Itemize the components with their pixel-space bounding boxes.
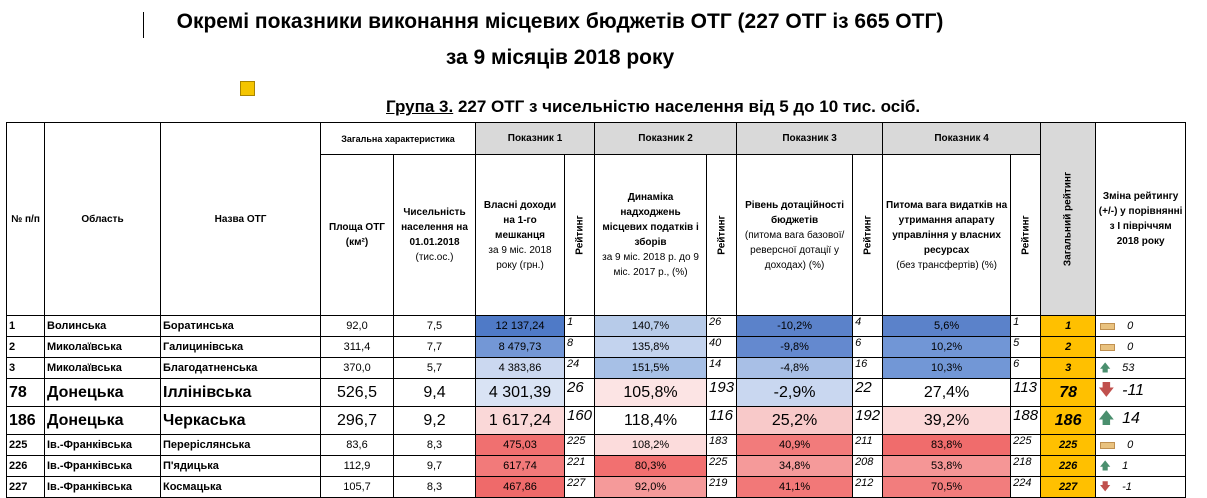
indicator-2-cell: 92,0% [595,477,707,498]
indicator-1-cell: 475,03 [476,435,565,456]
population-cell: 7,5 [394,316,476,337]
row-number: 186 [7,407,45,435]
col-r1 [565,155,595,316]
row-number: 3 [7,358,45,379]
i1-desc: за 9 міс. 2018 року (грн.) [488,244,552,271]
rating-change-value: 14 [1122,410,1140,427]
col-r2 [707,155,737,316]
i2-desc: за 9 міс. 2018 р. до 9 міс. 2017 р., (%) [602,252,699,278]
total-rating-cell: 227 [1041,477,1096,498]
rating-1-cell: 1 [565,316,595,337]
rating-change-cell [1096,407,1186,435]
rating-4-cell: 225 [1011,435,1041,456]
rating-1-cell: 26 [565,379,595,407]
indicator-1-cell: 4 383,86 [476,358,565,379]
total-rating-cell: 3 [1041,358,1096,379]
indicator-4-cell: 39,2% [883,407,1011,435]
col-indicator-3: Показник 3 [737,123,883,155]
otg-name-cell: Галицинівська [161,337,321,358]
indicator-4-cell: 70,5% [883,477,1011,498]
table-row [7,316,1186,337]
area-cell: 105,7 [321,477,394,498]
indicator-3-cell: -9,8% [737,337,853,358]
rating-change-value: 0 [1127,341,1134,353]
rating-2-cell: 116 [707,407,737,435]
rating-1-cell: 225 [565,435,595,456]
yellow-marker-icon [240,81,255,96]
rating-2-cell: 193 [707,379,737,407]
rating-4-cell: 188 [1011,407,1041,435]
rating-1-cell: 227 [565,477,595,498]
region-cell: Миколаївська [45,337,161,358]
rating-3-cell: 16 [853,358,883,379]
indicator-4-cell: 10,2% [883,337,1011,358]
col-indicator-1: Показник 1 [476,123,595,155]
population-cell: 7,7 [394,337,476,358]
region-cell: Донецька [45,379,161,407]
arrow-down-icon: 🡇 [1098,382,1115,399]
population-cell: 9,2 [394,407,476,435]
no-change-dash-icon [1100,344,1115,351]
col-total-rating [1041,123,1096,316]
population-cell: 8,3 [394,435,476,456]
page-title: Окремі показники виконання місцевих бюджетів ОТГ (227 ОТГ із 665 ОТГ) [176,10,944,33]
rating-change-cell [1096,379,1186,407]
area-cell: 526,5 [321,379,394,407]
rating-4-cell: 5 [1011,337,1041,358]
rating-3-cell: 212 [853,477,883,498]
row-number: 78 [7,379,45,407]
indicator-4-cell: 53,8% [883,456,1011,477]
i4-label: Питома вага видатків на утримання апарату управління у власних ресурсах [886,199,1008,256]
row-number: 2 [7,337,45,358]
area-cell: 311,4 [321,337,394,358]
population-cell: 9,7 [394,456,476,477]
population-label: Чисельність населення на 01.01.2018 [401,207,468,248]
arrow-down-icon: 🡇 [1099,480,1111,493]
rating-3-cell: 208 [853,456,883,477]
indicator-3-cell: 25,2% [737,407,853,435]
indicator-1-cell: 617,74 [476,456,565,477]
otg-name-cell: Черкаська [161,407,321,435]
region-cell: Донецька [45,407,161,435]
area-cell: 112,9 [321,456,394,477]
rating-change-value: 0 [1127,439,1134,451]
rating-2-cell: 40 [707,337,737,358]
col-general: Загальна характеристика [321,123,476,155]
col-area [321,155,394,316]
otg-name-cell: Боратинська [161,316,321,337]
indicator-2-cell: 80,3% [595,456,707,477]
rating-change-cell [1096,337,1186,358]
indicator-3-cell: 41,1% [737,477,853,498]
rating-4-cell: 6 [1011,358,1041,379]
i2-label: Динаміка надходжень місцевих податків і зборів [602,192,699,248]
indicator-3-cell: -4,8% [737,358,853,379]
rating-2-cell: 26 [707,316,737,337]
rating-2-cell: 225 [707,456,737,477]
otg-name-cell: П'ядицька [161,456,321,477]
rating-change-cell [1096,435,1186,456]
indicator-1-cell: 12 137,24 [476,316,565,337]
rating-3-cell: 22 [853,379,883,407]
region-cell: Волинська [45,316,161,337]
group-label: Група 3. [386,97,454,116]
rating-change-label: Зміна рейтингу (+/-) у порівнянні з І півріччям 2018 року [1098,191,1183,247]
col-r4 [1011,155,1041,316]
indicator-2-cell: 135,8% [595,337,707,358]
rating-3-cell: 192 [853,407,883,435]
otg-name-cell: Переріслянська [161,435,321,456]
population-unit: (тис.ос.) [415,252,454,263]
table-row [7,477,1186,498]
rating-1-cell: 8 [565,337,595,358]
r4-label: Рейтинг [1020,215,1032,255]
rating-change-value: 1 [1122,459,1129,472]
rating-4-cell: 218 [1011,456,1041,477]
rating-4-cell: 224 [1011,477,1041,498]
rating-4-cell: 1 [1011,316,1041,337]
indicator-2-cell: 105,8% [595,379,707,407]
total-rating-cell: 78 [1041,379,1096,407]
indicator-1-cell: 4 301,39 [476,379,565,407]
rating-change-cell [1096,477,1186,498]
otg-name-cell: Іллінівська [161,379,321,407]
indicator-1-cell: 8 479,73 [476,337,565,358]
row-number: 227 [7,477,45,498]
row-number: 225 [7,435,45,456]
col-i1 [476,155,565,316]
page-subtitle: за 9 місяців 2018 року [445,46,675,69]
no-change-dash-icon [1100,442,1115,449]
indicator-2-cell: 118,4% [595,407,707,435]
table-row [7,379,1186,407]
indicator-2-cell: 151,5% [595,358,707,379]
indicators-table [6,122,1186,498]
rating-1-cell: 221 [565,456,595,477]
col-i2 [595,155,707,316]
rating-change-cell [1096,358,1186,379]
area-label: Площа ОТГ (км²) [329,222,385,248]
indicator-1-cell: 1 617,24 [476,407,565,435]
indicator-4-cell: 83,8% [883,435,1011,456]
total-rating-label: Загальний рейтинг [1062,171,1074,267]
area-cell: 83,6 [321,435,394,456]
indicator-3-cell: 34,8% [737,456,853,477]
group-heading [386,97,920,117]
indicator-4-cell: 10,3% [883,358,1011,379]
indicator-3-cell: -10,2% [737,316,853,337]
population-cell: 5,7 [394,358,476,379]
col-population [394,155,476,316]
r1-label: Рейтинг [574,215,586,255]
i1-label: Власні доходи на 1-го мешканця [483,199,557,241]
table-body [7,316,1186,498]
table-row [7,435,1186,456]
i3-desc: (питома вага базової/ реверсної дотації у доходах) (%) [744,229,845,271]
col-i3 [737,155,853,316]
rating-4-cell: 113 [1011,379,1041,407]
rating-change-value: -11 [1122,382,1145,399]
rating-3-cell: 211 [853,435,883,456]
indicator-3-cell: -2,9% [737,379,853,407]
row-number: 1 [7,316,45,337]
total-rating-cell: 2 [1041,337,1096,358]
indicator-2-cell: 140,7% [595,316,707,337]
table-row [7,456,1186,477]
col-name: Назва ОТГ [161,123,321,316]
arrow-up-icon: 🡅 [1099,361,1111,374]
r3-label: Рейтинг [862,215,874,255]
table-row [7,358,1186,379]
total-rating-cell: 186 [1041,407,1096,435]
rating-1-cell: 24 [565,358,595,379]
rating-1-cell: 160 [565,407,595,435]
region-cell: Ів.-Франківська [45,435,161,456]
rating-change-value: 53 [1122,361,1135,374]
i4-desc: (без трансфертів) (%) [896,259,997,271]
col-r3 [853,155,883,316]
rating-2-cell: 14 [707,358,737,379]
otg-name-cell: Космацька [161,477,321,498]
i3-label: Рівень дотаційності бюджетів [745,199,845,226]
rating-change-cell [1096,456,1186,477]
rating-2-cell: 183 [707,435,737,456]
rating-change-value: -1 [1122,480,1132,493]
indicator-2-cell: 108,2% [595,435,707,456]
indicator-4-cell: 27,4% [883,379,1011,407]
group-text: 227 ОТГ з чисельністю населення від 5 до 10 тис. осіб. [453,97,921,116]
indicator-3-cell: 40,9% [737,435,853,456]
rating-3-cell: 4 [853,316,883,337]
total-rating-cell: 225 [1041,435,1096,456]
col-i4 [883,155,1011,316]
region-cell: Ів.-Франківська [45,456,161,477]
no-change-dash-icon [1100,323,1115,330]
indicator-1-cell: 467,86 [476,477,565,498]
col-region: Область [45,123,161,316]
col-rating-change [1096,123,1186,316]
row-number: 226 [7,456,45,477]
table-row [7,407,1186,435]
col-indicator-4: Показник 4 [883,123,1041,155]
area-cell: 296,7 [321,407,394,435]
indicator-4-cell: 5,6% [883,316,1011,337]
area-cell: 92,0 [321,316,394,337]
population-cell: 9,4 [394,379,476,407]
rating-change-value: 0 [1127,320,1134,332]
arrow-up-icon: 🡅 [1098,410,1115,427]
col-indicator-2: Показник 2 [595,123,737,155]
total-rating-cell: 1 [1041,316,1096,337]
col-num: № п/п [7,123,45,316]
region-cell: Ів.-Франківська [45,477,161,498]
rating-3-cell: 6 [853,337,883,358]
table-row [7,337,1186,358]
population-cell: 8,3 [394,477,476,498]
otg-name-cell: Благодатненська [161,358,321,379]
region-cell: Миколаївська [45,358,161,379]
rating-2-cell: 219 [707,477,737,498]
rating-change-cell [1096,316,1186,337]
total-rating-cell: 226 [1041,456,1096,477]
arrow-up-icon: 🡅 [1099,459,1111,472]
area-cell: 370,0 [321,358,394,379]
r2-label: Рейтинг [716,215,728,255]
